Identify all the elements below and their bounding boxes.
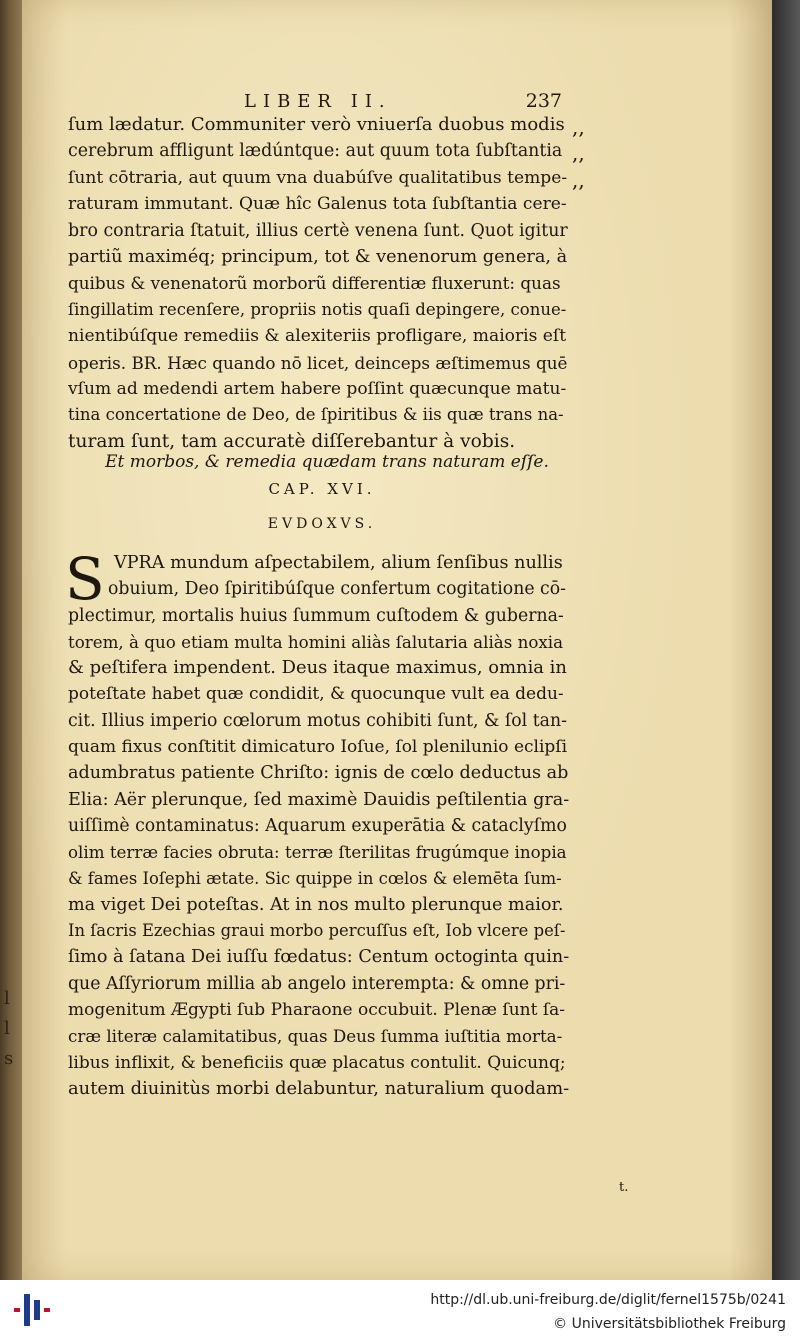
- text-line: cerebrum affligunt lædúntque: aut quum tota ſubſtantia: [68, 141, 563, 162]
- text-line: bro contraria ſtatuit, illius certè venena ſunt. Quot igitur: [68, 220, 568, 241]
- book-gutter: [0, 0, 22, 1280]
- text-line: libus inflixit, & beneficiis quæ placatus contulit. Quicunq;: [68, 1052, 566, 1073]
- text-line: In ſacris Ezechias graui morbo percuſſus eſt, Iob vlcere peſ-: [68, 921, 566, 941]
- chapter-text-block: [68, 550, 568, 1102]
- edge-mark: s: [4, 1048, 14, 1069]
- copyright-notice: © Universitätsbibliothek Freiburg: [553, 1316, 786, 1332]
- page-shadow: [772, 0, 800, 1280]
- text-line: cræ literæ calamitatibus, quas Deus ſumma iuſtitia morta-: [68, 1026, 563, 1047]
- text-line: torem, à quo etiam multa homini aliàs ſalutaria aliàs noxia: [68, 631, 564, 652]
- chapter-subtitle: Et morbos, & remedia quædam trans naturam eſſe.: [105, 452, 549, 472]
- text-line: ſingillatim recenſere, propriis notis quaſi depingere, conue-: [68, 299, 567, 319]
- text-line: plectimur, mortalis huius ſummum cuſtodem & guberna-: [68, 605, 564, 626]
- running-head: [222, 90, 562, 112]
- text-line: operis. BR. Hæc quando nō licet, deinceps æſtimemus quē: [68, 352, 568, 373]
- text-line: & fames Ioſephi ætate. Sic quippe in cœlos & elemēta ſum-: [68, 868, 562, 888]
- quote-mark: ,,: [572, 115, 585, 139]
- text-line: poteſtate habet quæ condidit, & quocunque vult ea dedu-: [68, 684, 564, 705]
- text-line: Elia: Aër plerunque, ſed maximè Dauidis peſtilentia gra-: [68, 789, 570, 810]
- text-line: VPRA mundum aſpectabilem, alium ſenſibus nullis: [114, 553, 563, 573]
- text-line: nientibúſque remediis & alexiteriis profligare, maioris eſt: [68, 326, 567, 347]
- text-line: tina concertatione de Deo, de ſpiritibus & iis quæ trans na-: [68, 405, 564, 425]
- drop-cap: S: [65, 545, 105, 613]
- text-line: turam ſunt, tam accuratè diſſerebantur à vobis.: [68, 430, 516, 452]
- text-line: partiũ maximéq; principum, tot & venenorum genera, à: [68, 246, 568, 267]
- text-line: obuium, Deo ſpiritibúſque confertum cogitatione cō-: [108, 579, 566, 600]
- text-line: que Aſſyriorum millia ab angelo interempta: & omne pri-: [68, 973, 566, 994]
- text-line: ſunt cōtraria, aut quum vna duabúſve qualitatibus tempe-: [68, 167, 568, 188]
- text-line: ma viget Dei poteſtas. At in nos multo plerunque maior.: [68, 894, 564, 915]
- page-number: 237: [525, 90, 562, 112]
- text-line: uiſſimè contaminatus: Aquarum exuperātia & cataclyſmo: [68, 815, 567, 836]
- quote-mark: ,,: [572, 141, 585, 166]
- source-url[interactable]: http://dl.ub.uni-freiburg.de/diglit/fernel1575b/0241: [430, 1292, 786, 1308]
- text-line: raturam immutant. Quæ hîc Galenus tota ſubſtantia cere-: [68, 194, 567, 215]
- library-logo-icon: [12, 1290, 52, 1330]
- text-line: adumbratus patiente Chriſto: ignis de cœlo deductus ab: [68, 763, 569, 784]
- speaker-name: EVDOXVS.: [267, 516, 377, 532]
- edge-marks: [4, 984, 13, 1074]
- footer-bar: [0, 1280, 800, 1339]
- text-line: & peſtifera impendent. Deus itaque maximus, omnia in: [68, 657, 567, 679]
- text-line: cit. Illius imperio cœlorum motus cohibiti ſunt, & ſol tan-: [68, 710, 567, 731]
- top-text-block: [68, 112, 568, 455]
- text-line: quam fixus conſtitit dimicaturo Ioſue, ſol plenilunio eclipſi: [68, 737, 568, 758]
- quote-mark: ,,: [572, 167, 585, 192]
- margin-quotation-marks: [572, 114, 585, 193]
- running-head-title: LIBER II.: [244, 91, 392, 112]
- chapter-number: CAP. XVI.: [268, 480, 376, 498]
- signature-mark: t.: [619, 1180, 629, 1195]
- text-line: autem diuinitùs morbi delabuntur, naturalium quodam-: [68, 1077, 570, 1099]
- text-line: vſum ad medendi artem habere poſſint quæcunque matu-: [68, 378, 567, 399]
- text-line: ſum lædatur. Communiter verò vniuerſa duobus modis: [68, 114, 565, 135]
- edge-mark: l: [4, 988, 10, 1009]
- text-line: mogenitum Ægypti ſub Pharaone occubuit. Plenæ ſunt ſa-: [68, 1000, 566, 1021]
- edge-mark: l: [4, 1018, 10, 1039]
- book-page: [22, 0, 772, 1280]
- text-line: quibus & venenatorũ morborũ differentiæ fluxerunt: quas: [68, 273, 561, 294]
- text-line: ſimo à ſatana Dei iuſſu fœdatus: Centum octoginta quin-: [68, 947, 570, 968]
- text-line: olim terræ facies obruta: terræ ſterilitas frugúmque inopia: [68, 842, 567, 863]
